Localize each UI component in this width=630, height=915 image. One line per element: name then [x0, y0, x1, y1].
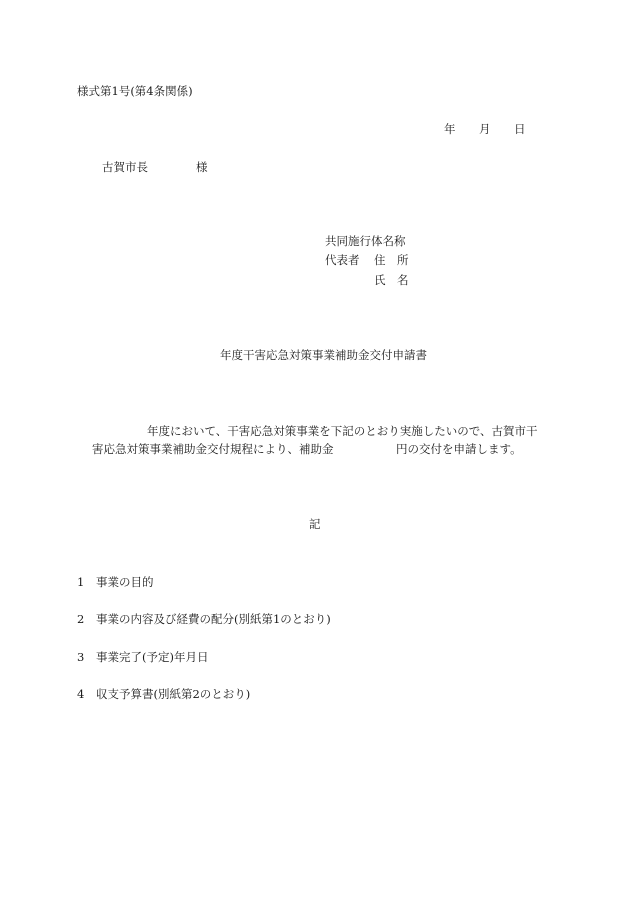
- list-item-number: 3: [77, 650, 85, 664]
- list-item: [77, 689, 250, 701]
- date-month-label: 月: [479, 122, 491, 136]
- addressee-honorific: 様: [196, 160, 208, 174]
- body-text-line-1: 年度において、干害応急対策事業を下記のとおり実施したいので、古賀市干: [147, 424, 538, 438]
- list-item-text: 事業完了(予定)年月日: [96, 650, 209, 664]
- body-text-line-2-start: 害応急対策事業補助金交付規程により、補助金: [92, 442, 334, 456]
- addressee-name: 古賀市長: [102, 160, 148, 174]
- body-text-line-2-end: 円の交付を申請します。: [396, 442, 522, 456]
- list-item-number: 4: [77, 687, 85, 701]
- date-year-label: 年: [444, 122, 456, 136]
- list-item-text: 事業の目的: [96, 575, 154, 589]
- list-item: [77, 652, 208, 664]
- date-day-label: 日: [514, 122, 526, 136]
- ki-heading: 記: [309, 517, 321, 531]
- applicant-address-label: 住 所: [374, 253, 409, 267]
- list-item: [77, 614, 331, 626]
- document-title: 年度干害応急対策事業補助金交付申請書: [220, 348, 427, 362]
- applicant-name-label: 氏 名: [374, 273, 409, 287]
- list-item-text: 収支予算書(別紙第2のとおり): [96, 687, 251, 701]
- form-number: 様式第1号(第4条関係): [77, 84, 193, 98]
- list-item-number: 2: [77, 612, 85, 626]
- list-item-text: 事業の内容及び経費の配分(別紙第1のとおり): [96, 612, 331, 626]
- list-item: [77, 577, 154, 589]
- applicant-org-label: 共同施行体名称: [325, 234, 406, 248]
- list-item-number: 1: [77, 575, 85, 589]
- applicant-rep-label: 代表者: [325, 253, 360, 267]
